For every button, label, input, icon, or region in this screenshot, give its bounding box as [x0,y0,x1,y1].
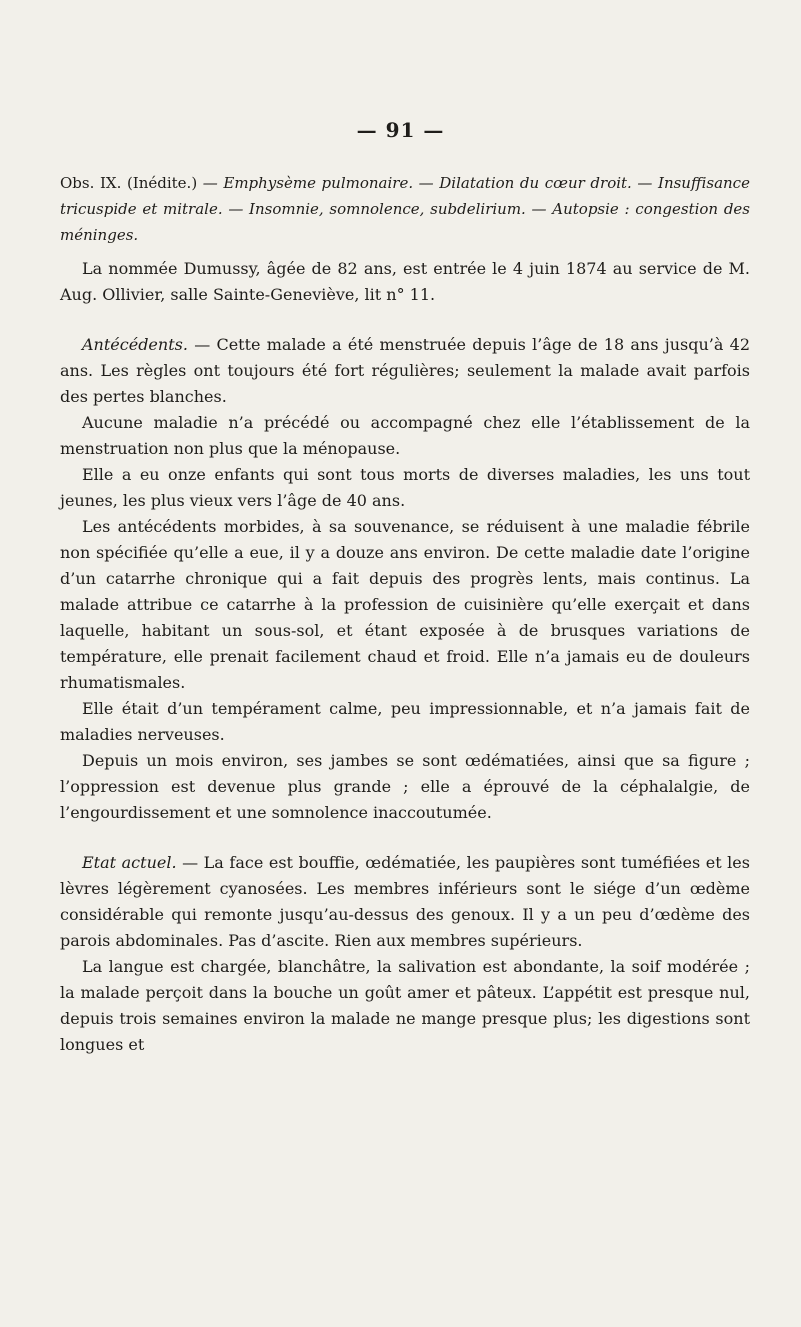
observation-header [60,170,750,248]
antecedents-paragraph-1 [60,332,750,410]
observation-status: (Inédite.) [126,174,198,192]
antecedents-paragraph-4: Les antécédents morbides, à sa souvenance, se réduisent à une maladie fébrile non spécifiée qu’elle a eue, il y a douze ans environ. De cette maladie date l’origine d’un catarrhe chronique qui a fait depuis des progrès lents, mais continus. La malade attribue ce catarrhe à la profession de cuisinière qu’elle exerçait et dans laquelle, habitant un sous-sol, et étant exposée à de brusques variations de température, elle prenait facilement chaud et froid. Elle n’a jamais eu de douleurs rhumatismales. [60,517,750,692]
observation-title: — Emphysème pulmonaire. — Dilatation du cœur droit. — Insuffisance tricuspide et mitrale. — Insomnie, somnolence, subdelirium. — Autopsie : congestion des méninges. [60,174,750,244]
antecedents-text-1: — Cette malade a été menstruée depuis l’âge de 18 ans jusqu’à 42 ans. Les règles ont toujours été fort régulières; seulement la malade avait parfois des pertes blanches. [60,335,750,406]
antecedents-paragraph-5: Elle était d’un tempérament calme, peu impressionnable, et n’a jamais fait de maladies nerveuses. [60,699,750,744]
etat-actuel-text-1: — La face est bouffie, œdématiée, les paupières sont tuméfiées et les lèvres légèrement cyanosées. Les membres inférieurs sont le siége d’un œdème considérable qui remonte jusqu’au-dessus des genoux. Il y a un peu d’œdème des parois abdominales. Pas d’ascite. Rien aux membres supérieurs. [60,853,750,950]
antecedents-paragraph-6: Depuis un mois environ, ses jambes se sont œdématiées, ainsi que sa figure ; l’oppression est devenue plus grande ; elle a éprouvé de la céphalalgie, de l’engourdissement et une somnolence inaccoutumée. [60,751,750,822]
antecedents-paragraph-3: Elle a eu onze enfants qui sont tous morts de diverses maladies, les uns tout jeunes, les plus vieux vers l’âge de 40 ans. [60,465,750,510]
page-number: — 91 — [356,118,445,142]
observation-label: Obs. IX. [60,174,122,192]
etat-actuel-heading: Etat actuel. [82,853,177,872]
section-gap [60,308,750,332]
section-gap [60,826,750,850]
etat-actuel-paragraph-1 [60,850,750,954]
antecedents-paragraph-2: Aucune maladie n’a précédé ou accompagné chez elle l’établissement de la menstruation non plus que la ménopause. [60,413,750,458]
etat-actuel-paragraph-2: La langue est chargée, blanchâtre, la salivation est abondante, la soif modérée ; la malade perçoit dans la bouche un goût amer et pâteux. L’appétit est presque nul, depuis trois semaines environ la malade ne mange presque plus; les digestions sont longues et [60,957,750,1054]
intro-paragraph: La nommée Dumussy, âgée de 82 ans, est entrée le 4 juin 1874 au service de M. Aug. Ollivier, salle Sainte-Geneviève, lit n° 11. [60,259,750,304]
document-body [60,256,750,1058]
antecedents-heading: Antécédents. [82,335,188,354]
